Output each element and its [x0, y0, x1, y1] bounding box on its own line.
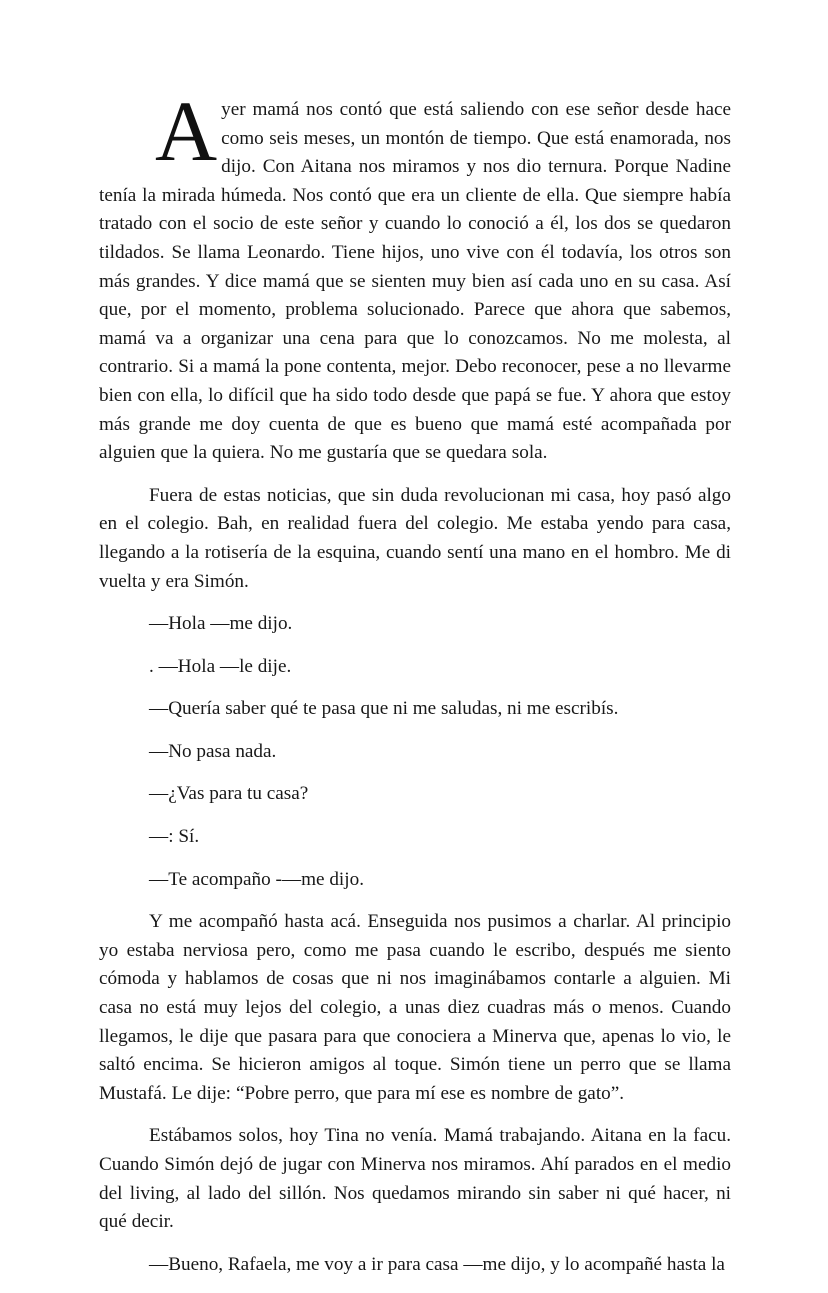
dialogue-line-final: —Bueno, Rafaela, me voy a ir para casa —me dijo, y lo acompañé hasta la — [149, 1253, 725, 1275]
dialogue-line-7: —Te acompaño -—me dijo. — [149, 868, 364, 890]
paragraph-opening-text: yer mamá nos contó que está saliendo con ese señor desde hace como seis meses, un montón de tiempo. Que está enamorada, nos dijo. Con Aitana nos miramos y nos dio ternura. Porque Nadine tenía la mirada húmeda. Nos contó que era un cliente de ella. Que siempre había tratado con el socio de este señor y cuando lo conoció a él, los dos se quedaron tildados. Se llama Leonardo. Tiene hijos, uno vive con él todavía, los otros son más grandes. Y dice mamá que se sienten muy bien así cada uno en su casa. Así que, por el momento, problema solucionado. Parece que ahora que sabemos, mamá va a organizar una cena para que lo conozcamos. No me molesta, al contrario. Si a mamá la pone contenta, mejor. Debo reconocer, pese a no llevarme bien con ella, lo difícil que ha sido todo desde que papá se fue. Y ahora que estoy más grande me doy cuenta de que es bueno que mamá esté acompañada por alguien que la quiera. No me gustaría que se quedara sola. — [99, 99, 731, 464]
drop-cap-letter: A — [155, 83, 218, 179]
paragraph-four: Estábamos solos, hoy Tina no venía. Mamá trabajando. Aitana en la facu. Cuando Simón dejó de jugar con Minerva nos miramos. Ahí parados en el medio del living, al lado del sillón. Nos quedamos mirando sin saber ni qué hacer, ni qué decir. — [99, 1125, 731, 1233]
dialogue-line-4: —No pasa nada. — [149, 740, 277, 762]
dialogue-line-1: —Hola —me dijo. — [149, 613, 293, 635]
page-text-block — [99, 83, 731, 1293]
paragraph-three: Y me acompañó hasta acá. Enseguida nos pusimos a charlar. Al principio yo estaba nerviosa pero, como me pasa cuando le escribo, después me siento cómoda y hablamos de cosas que ni nos imaginábamos contarle a alguien. Mi casa no está muy lejos del colegio, a unas diez cuadras más o menos. Cuando llegamos, le dije que pasara para que conociera a Minerva que, apenas lo vio, le saltó encima. Se hicieron amigos al toque. Simón tiene un perro que se llama Mustafá. Le dije: “Pobre perro, que para mí ese es nombre de gato”. — [99, 911, 731, 1104]
paragraph-opening — [99, 83, 731, 468]
dialogue-line-3: —Quería saber qué te pasa que ni me saludas, ni me escribís. — [149, 698, 619, 720]
dialogue-line-5: —¿Vas para tu casa? — [149, 783, 309, 805]
dialogue-line-2: . —Hola —le dije. — [149, 655, 292, 677]
dialogue-line-6: —: Sí. — [149, 826, 200, 848]
paragraph-two: Fuera de estas noticias, que sin duda revolucionan mi casa, hoy pasó algo en el colegio. Bah, en realidad fuera del colegio. Me estaba yendo para casa, llegando a la rotisería de la esquina, cuando sentí una mano en el hombro. Me di vuelta y era Simón. — [99, 484, 731, 592]
